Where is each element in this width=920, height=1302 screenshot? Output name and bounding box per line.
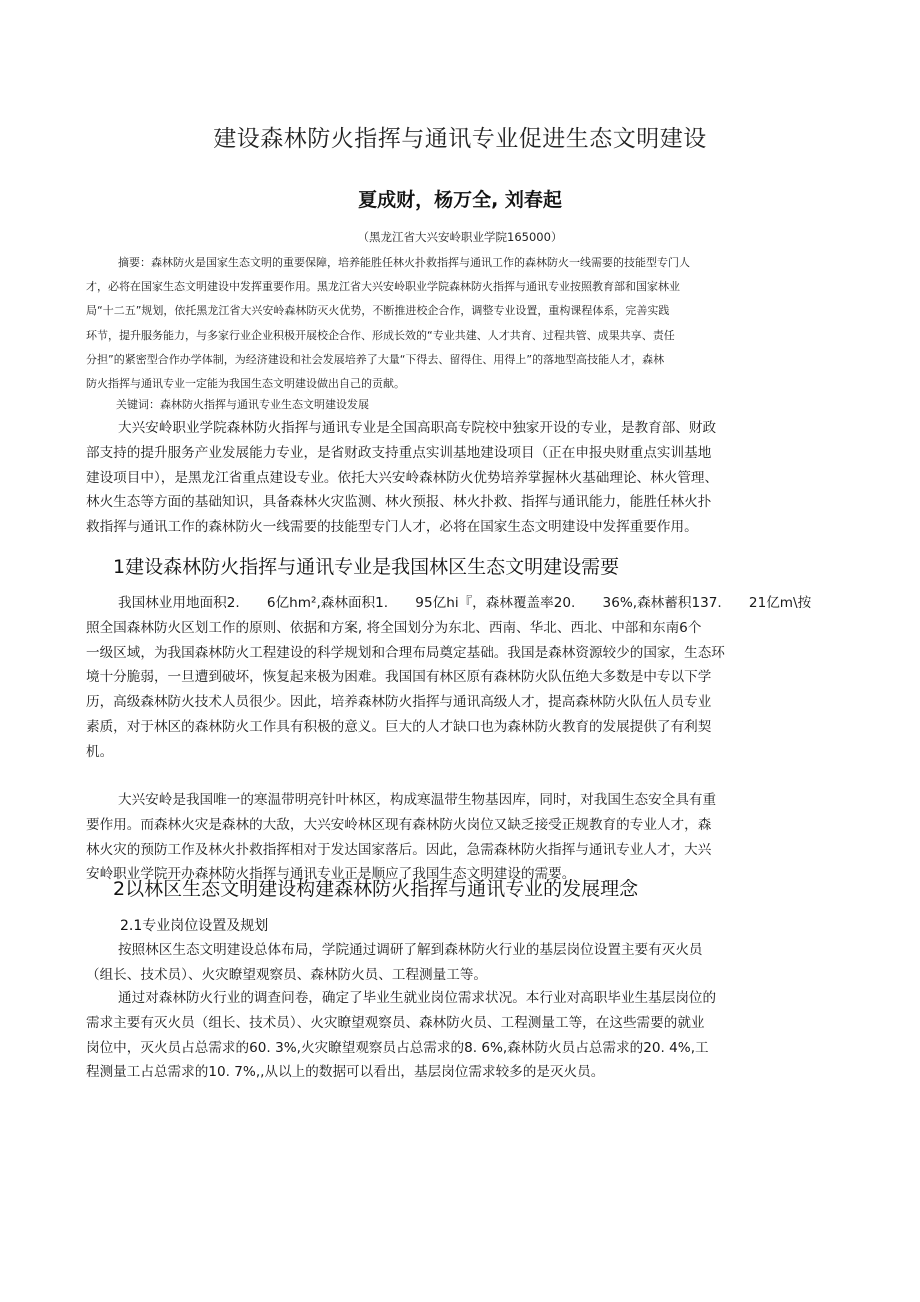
- document-title: 建设森林防火指挥与通讯专业促进生态文明建设: [213, 126, 707, 152]
- intro-paragraph: 大兴安岭职业学院森林防火指挥与通讯专业是全国高职高专院校中独家开设的专业，是教育部、财政 部支持的提升服务产业发展能力专业，是省财政支持重点实训基地建设项目（正在申报央财重点实训基地 建设项目中），是黑龙江省重点建设专业。依托大兴安岭森林防火优势培养掌握林火基础理论、林火管理、 林火生态等方面的基础知识，具备森林火灾监测、林火预报、林火扑救、指挥与通讯能力，能胜任林火扑 救指挥与通讯工作的森林防火一线需要的技能型专门人才，必将在国家生态文明建设中发挥重要作用。: [86, 420, 719, 536]
- section-2-1-heading: 2.1专业岗位设置及规划: [120, 918, 269, 934]
- section-1-paragraph-1: 我国林业用地面积2. 6亿hm²,森林面积1. 95亿hi『，森林覆盖率20. 36%,森林蓄积137. 21亿m\按 照全国森林防火区划工作的原则、依据和方案, 将全国划分为东北、西南、华北、西北、中部和东南6个 一级区域，为我国森林防火工程建设的科学规划和合理布局奠定基础。我国是森林资源较少的国家，生态环 境十分脆弱，一旦遭到破坏，恢复起来极为困难。我国国有林区原有森林防火队伍绝大多数是中专以下学 历，高级森林防火技术人员很少。因此，培养森林防火指挥与通讯高级人才，提高森林防火队伍人员专业 素质，对于林区的森林防火工作具有积极的意义。巨大的人才缺口也为森林防火教育的发展提供了有利契 机。: [86, 595, 812, 760]
- abstract-paragraph: 摘要：森林防火是国家生态文明的重要保障，培养能胜任林火扑救指挥与通讯工作的森林防火一线需要的技能型专门人 才，必将在国家生态文明建设中发挥重要作用。黑龙江省大兴安岭职业学院森林防火指挥与通讯专业按照教育部和国家林业 局“十二五”规划，依托黑龙江省大兴安岭森林防灭火优势，不断推进校企合作，调整专业设置，重构课程体系，完善实践 环节，提升服务能力，与多家行业企业积极开展校企合作、形成长效的“专业共建、人才共育、过程共管、成果共享、责任 分担”的紧密型合作办学体制，为经济建设和社会发展培养了大量“下得去、留得住、用得上”的落地型高技能人才，森林 防火指挥与通讯专业一定能为我国生态文明建设做出自己的贡献。: [86, 256, 690, 391]
- section-2-paragraph-1: 按照林区生态文明建设总体布局，学院通过调研了解到森林防火行业的基层岗位设置主要有灭火员 （组长、技术员）、火灾瞭望观察员、森林防火员、工程测量工等。: [86, 942, 703, 983]
- section-1-heading: 1建设森林防火指挥与通讯专业是我国林区生态文明建设需要: [113, 556, 620, 578]
- author-list: 夏成财，杨万全, 刘春起: [358, 189, 562, 211]
- section-1-paragraph-2: 大兴安岭是我国唯一的寒温带明亮针叶林区，构成寒温带生物基因库，同时，对我国生态安全具有重 要作用。而森林火灾是森林的大敌，大兴安岭林区现有森林防火岗位又缺乏接受正规教育的专业人才，森 林火灾的预防工作及林火扑救指挥相对于发达国家落后。因此，急需森林防火指挥与通讯专业人才，大兴 安岭职业学院开办森林防火指挥与通讯专业正是顺应了我国生态文明建设的需要。: [86, 792, 717, 883]
- section-2-paragraph-2: 通过对森林防火行业的调查问卷，确定了毕业生就业岗位需求状况。本行业对高职毕业生基层岗位的 需求主要有灭火员（组长、技术员）、火灾瞭望观察员、森林防火员、工程测量工等，在这些需要的就业 岗位中，灭火员占总需求的60. 3%,火灾瞭望观察员占总需求的8. 6%,森林防火员占总需求的20. 4%,工 程测量工占总需求的10. 7%,,从以上的数据可以看出，基层岗位需求较多的是灭火员。: [86, 990, 717, 1081]
- section-2-heading: 2以林区生态文明建设构建森林防火指挥与通讯专业的发展理念: [113, 878, 639, 900]
- keywords-line: 关键词：森林防火指挥与通讯专业生态文明建设发展: [116, 398, 369, 411]
- author-affiliation: （黑龙江省大兴安岭职业学院165000）: [357, 230, 563, 244]
